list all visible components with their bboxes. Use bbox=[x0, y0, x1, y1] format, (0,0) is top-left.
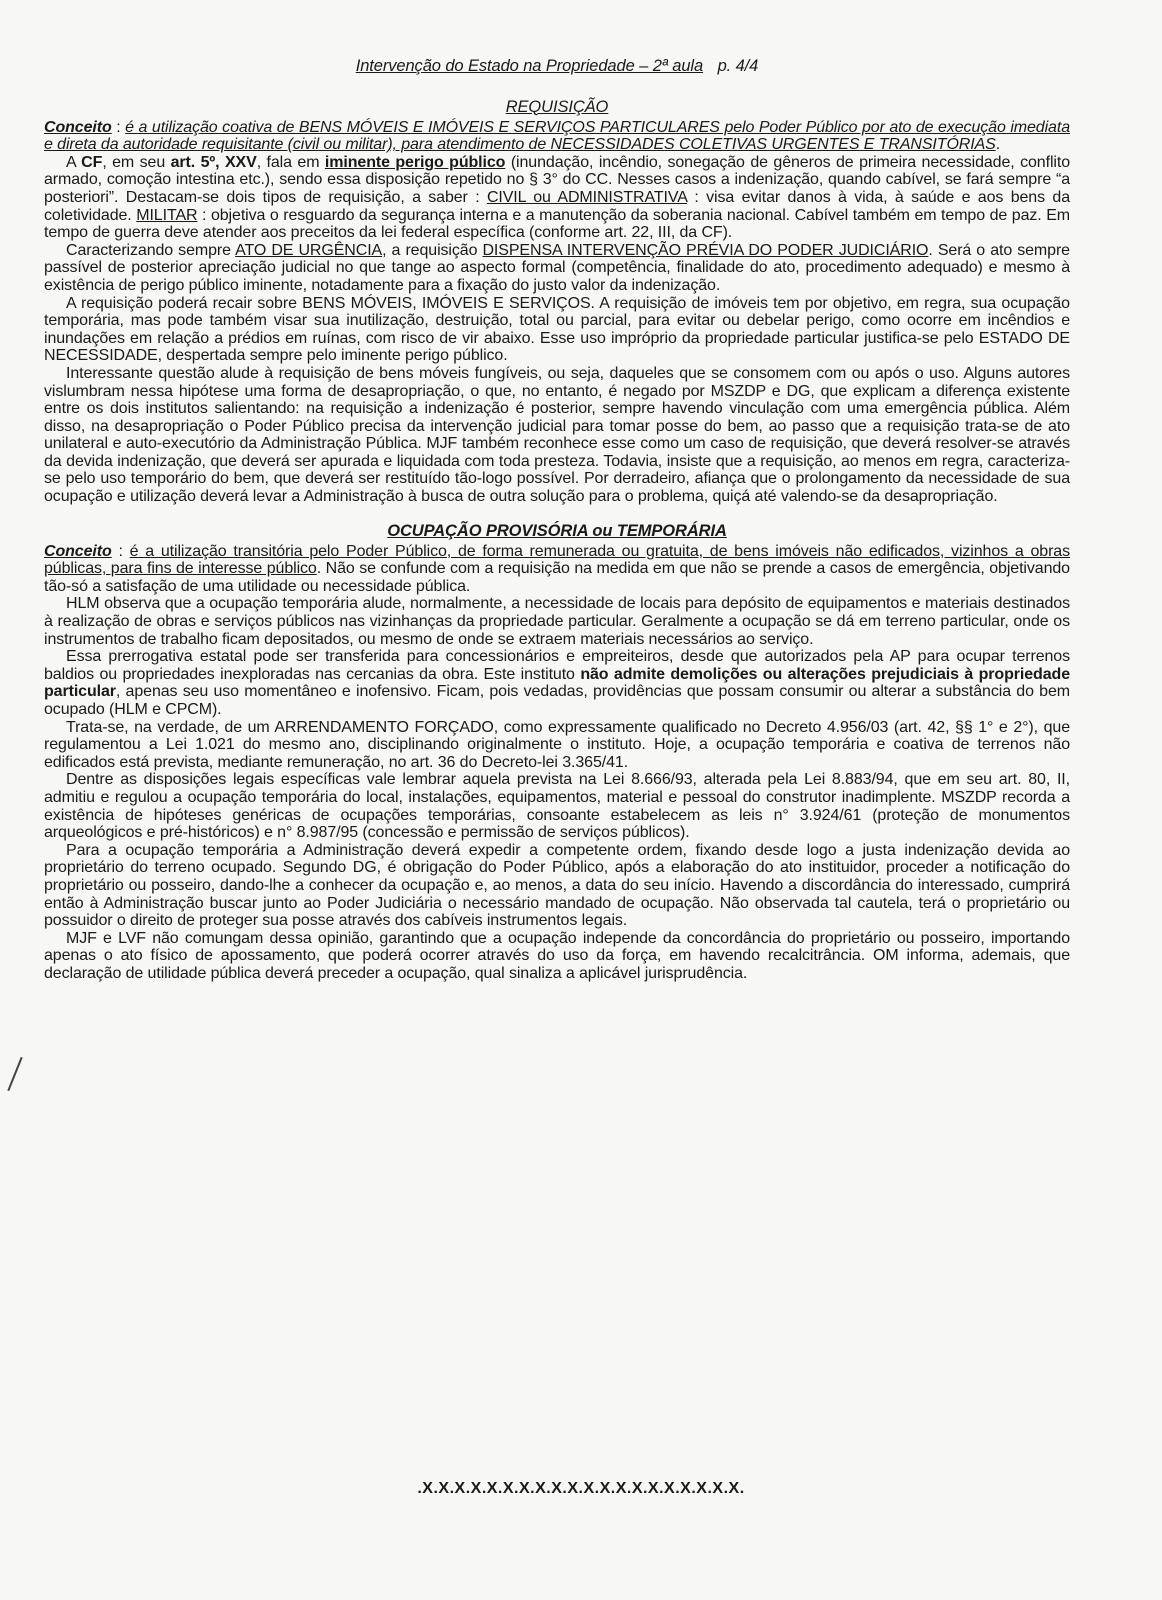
requisicao-definition bbox=[44, 119, 1070, 154]
text-run: : visa evitar danos à vida, à saúde e aos bens da coletividade. bbox=[44, 188, 1070, 224]
document-page bbox=[44, 58, 1070, 983]
definition-colon: : bbox=[111, 118, 126, 136]
text-run: CF bbox=[81, 153, 103, 171]
ocupacao-paragraph-5: Para a ocupação temporária a Administração deverá expedir a competente ordem, fixando desde logo a justa indenização devida ao proprietário do terreno ocupado. Segundo DG, é obrigação do Poder Público, após a elaboração do ato instituidor, proceder a notificação do proprietário ou posseiro, dando-lhe a conhecer da ocupação e, ao menos, a data do seu início. Havendo a discordância do interessado, cumprirá então à Administração buscar junto ao Poder Judiciária o necessário mandado de ocupação. Não observada tal cautela, terá o proprietário ou possuidor o direito de proteger sua posse através dos cabíveis instrumentos legais. bbox=[44, 841, 1070, 930]
header-title: Intervenção do Estado na Propriedade – 2ª aula bbox=[355, 57, 704, 75]
page-header bbox=[44, 58, 1070, 76]
requisicao-paragraph-4: Interessante questão alude à requisição de bens móveis fungíveis, ou seja, daqueles que se consomem com ou após o uso. Alguns autores vislumbram nessa hipótese uma forma de desapropriação, o que, no entanto, é negado por MSZDP e DG, que explicam a diferença existente entre os dois institutos salientando: na requisição a indenização é posterior, sempre havendo vinculação com uma emergência pública. Além disso, na desapropriação o Poder Público precisa da intervenção judicial para tomar posse do bem, ao passo que a requisição trata-se de ato unilateral e auto-executório da Administração Pública. MJF também reconhece esse como um caso de requisição, que deverá resolver-se através da devida indenização, que deverá ser apurada e liquidada com toda presteza. Todavia, insiste que a requisição, ao menos em regra, caracteriza-se pelo uso temporário do bem, que deverá ser restituído tão-logo possível. Por derradeiro, afiança que o prolongamento da necessidade de sua ocupação e utilização deverá levar a Administração à busca de outra solução para o problema, quiçá até valendo-se da desapropriação. bbox=[44, 364, 1070, 506]
ocupacao-paragraph-6: MJF e LVF não comungam dessa opinião, garantindo que a ocupação independe da concordância do proprietário ou posseiro, importando apenas o ato físico de apossamento, que poderá ocorrer através do uso da força, em havendo recalcitrância. OM informa, ademais, que declaração de utilidade pública deverá preceder a ocupação, qual sinaliza a aplicável jurisprudência. bbox=[44, 929, 1070, 982]
requisicao-paragraph-2 bbox=[44, 242, 1070, 295]
text-run: DISPENSA INTERVENÇÃO PRÉVIA DO PODER JUDICIÁRIO bbox=[482, 241, 929, 259]
ocupacao-paragraph-2 bbox=[44, 648, 1070, 718]
text-run: Essa prerrogativa estatal pode ser transferida para concessionários e empreiteiros, desde que autorizados pela AP para ocupar terrenos baldios ou propriedades inexploradas nas cercanias da obra. Este instituto bbox=[44, 648, 1070, 683]
definition-text: é a utilização transitória pelo Poder Público, de forma remunerada ou gratuita, de bens imóveis não edificados, vizinhos a obras públicas, para fins de interesse público bbox=[44, 542, 1071, 578]
text-run: (inundação, incêndio, sonegação de gêneros de primeira necessidade, conflito armado, comoção intestina etc.), sendo essa disposição repetido no § 3° do CC. Nesses casos a indenização, quando cabível, se fará sempre “a posteriori”. Destacam-se dois tipos de requisição, a saber : bbox=[44, 153, 1071, 206]
header-page-number: p. 4/4 bbox=[717, 57, 759, 75]
text-run: CIVIL ou ADMINISTRATIVA bbox=[486, 188, 687, 206]
text-run: A bbox=[66, 153, 82, 171]
text-run: iminente perigo público bbox=[324, 153, 506, 171]
definition-end: . Não se confunde com a requisição na medida em que não se prende a casos de emergência, objetivando tão-só a satisfação de uma utilidade ou necessidade pública. bbox=[44, 560, 1070, 595]
section-heading-ocupacao: OCUPAÇÃO PROVISÓRIA ou TEMPORÁRIA bbox=[387, 521, 727, 540]
requisicao-paragraph-1 bbox=[44, 154, 1070, 242]
ocupacao-definition bbox=[44, 543, 1070, 596]
text-run: , a requisição bbox=[382, 241, 483, 259]
text-run: , em seu bbox=[102, 153, 171, 171]
definition-text: é a utilização coativa de BENS MÓVEIS E IMÓVEIS E SERVIÇOS PARTICULARES pelo Poder Público por ato de execução imediata e direta da autoridade requisitante (civil ou militar), para atendimento de NECESSIDADES COLETIVAS URGENTES E TRANSITÓRIAS bbox=[44, 118, 1070, 154]
definition-label: Conceito bbox=[44, 542, 112, 560]
section-heading-requisicao: REQUISIÇÃO bbox=[505, 97, 609, 116]
text-run: : objetiva o resguardo da segurança interna e a manutenção da soberania nacional. Cabível também em tempo de paz. Em tempo de guerra deve atender aos preceitos da lei federal específica (conforme art. 22, III, da CF). bbox=[44, 206, 1070, 242]
definition-colon: : bbox=[111, 542, 130, 560]
pen-mark bbox=[7, 1057, 22, 1091]
ocupacao-paragraph-3: Trata-se, na verdade, de um ARRENDAMENTO FORÇADO, como expressamente qualificado no Decreto 4.956/03 (art. 42, §§ 1° e 2°), que regulamentou a Lei 1.021 do mesmo ano, disciplinando originalmente o instituto. Hoje, a ocupação temporária e coativa de terrenos não edificados está prevista, mediante remuneração, no art. 36 do Decreto-lei 3.365/41. bbox=[44, 718, 1070, 771]
text-run: MILITAR bbox=[136, 206, 198, 224]
text-run: ATO DE URGÊNCIA bbox=[235, 241, 383, 259]
text-run: art. 5º, XXV bbox=[170, 153, 257, 171]
requisicao-paragraph-3: A requisição poderá recair sobre BENS MÓVEIS, IMÓVEIS E SERVIÇOS. A requisição de imóveis tem por objetivo, em regra, sua ocupação temporária, mas pode também visar sua inutilização, destruição, total ou parcial, para evitar ou debelar perigo, como ocorre em incêndios e inundações em relação a prédios em ruínas, com risco de vir abaixo. Esse uso impróprio da propriedade particular justifica-se pelo ESTADO DE NECESSIDADE, despertada sempre pelo iminente perigo público. bbox=[44, 294, 1070, 365]
text-run: . Será o ato sempre passível de posterior apreciação judicial no que tange ao aspecto formal (competência, finalidade do ato, procedimento adequado) e mesmo à existência de perigo público iminente, notadamente para a fixação do justo valor da indenização. bbox=[44, 241, 1070, 294]
text-run: , apenas seu uso momentâneo e inofensivo. Ficam, pois vedadas, providências que possam consumir ou alterar a substância do bem ocupado (HLM e CPCM). bbox=[44, 683, 1070, 718]
definition-label: Conceito bbox=[44, 118, 112, 136]
footer-separator: .X.X.X.X.X.X.X.X.X.X.X.X.X.X.X.X.X.X.X.X. bbox=[417, 1480, 745, 1497]
ocupacao-paragraph-4: Dentre as disposições legais específicas vale lembrar aquela prevista na Lei 8.666/93, alterada pela Lei 8.883/94, que em seu art. 80, II, admitiu e regulou a ocupação temporária do local, instalações, equipamentos, material e pessoal do construtor inadimplente. MSZDP recorda a existência de hipóteses genéricas de ocupações temporárias, consoante estabelecem as leis n° 3.924/61 (proteção de monumentos arqueológicos e pré-históricos) e n° 8.987/95 (concessão e permissão de serviços públicos). bbox=[44, 771, 1070, 842]
text-run: , fala em bbox=[256, 153, 325, 171]
definition-end: . bbox=[995, 136, 1001, 154]
ocupacao-paragraph-1: HLM observa que a ocupação temporária alude, normalmente, a necessidade de locais para depósito de equipamentos e materiais destinados à realização de obras e serviços públicos nas vizinhanças da propriedade particular. Geralmente a ocupação se dá em terreno particular, onde os instrumentos de trabalho ficam depositados, ou mesmo de onde se extraem materiais necessários ao serviço. bbox=[44, 595, 1070, 648]
text-run: Caracterizando sempre bbox=[66, 241, 236, 259]
text-run: não admite demolições ou alterações prejudiciais à propriedade particular bbox=[44, 665, 1070, 701]
